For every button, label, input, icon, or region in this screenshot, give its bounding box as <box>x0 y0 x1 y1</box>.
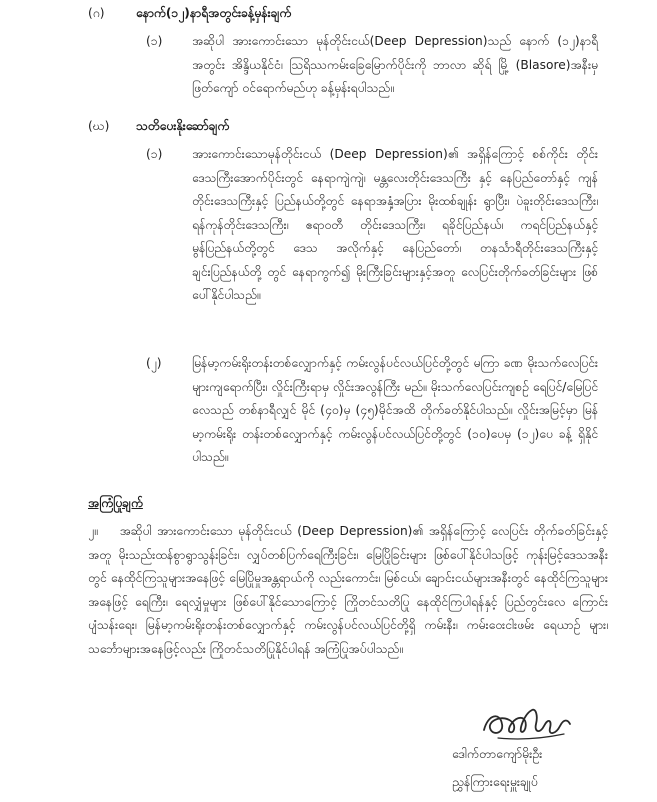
advice-text: အဆိုပါ အားကောင်းသော မုန်တိုင်းငယ် (Deep Depression)၏ အရှိန်ကြောင့် လေပြင်း တိုက်ခတ်ခြင်းနှင့်အတူ မိုးသည်းထန်စွာရွာသွန်းခြင်း၊ လျှပ်တစ်ပြက်ရေကြီးခြင်း၊ မြေပြိုခြင်းများ ဖြစ်ပေါ်နိုင်ပါသဖြင့် ကုန်းမြင့်ဒေသအနီးတွင် နေထိုင်ကြသူများအနေဖြင့် မြေပြိုမှုအန္တရာယ်ကို လည်းကောင်း၊ မြစ်ငယ်၊ ချောင်းငယ်များအနီးတွင် နေထိုင်ကြသူများအနေဖြင့် ရေကြီး၊ ရေလျှံမှုများ ဖြစ်ပေါ်နိုင်သောကြောင့် ကြိုတင်သတိပြု နေထိုင်ကြပါရန်နှင့် ပြည်တွင်းလေ ကြောင်းပျံသန်းရေး၊ မြန်မာ့ကမ်းရိုးတန်းတစ်လျှောက်နှင့် ကမ်းလွန်ပင်လယ်ပြင်တို့ရှိ ကမ်းနီး၊ ကမ်းဝေးငါးဖမ်း ရေယာဉ် များ၊ သင်္ဘောများအနေဖြင့်လည်း ကြိုတင်သတိပြုနိုင်ပါရန် အကြံပြုအပ်ပါသည်။ <box>88 524 609 656</box>
warning-item-2-text: မြန်မာ့ကမ်းရိုးတန်းတစ်လျှောက်နှင့် ကမ်းလွန်ပင်လယ်ပြင်တို့တွင် မကြာ ခဏ မိုးသက်လေပြင်းများကျရောက်ပြီး၊ လှိုင်းကြီးရာမှ လှိုင်းအလွန်ကြီး မည်။ မိုးသက်လေပြင်းကျစဉ် ရေပြင်/မြေပြင်လေသည် တစ်နာရီလျှင် မိုင် (၄၀)မှ (၄၅)မိုင်အထိ တိုက်ခတ်နိုင်ပါသည်။ လှိုင်းအမြင့်မှာ မြန်မာ့ကမ်းရိုး တန်းတစ်လျှောက်နှင့် ကမ်းလွန်ပင်လယ်ပြင်တို့တွင် (၁၀)ပေမှ (၁၂)ပေ ခန့် ရှိနိုင်ပါသည်။ <box>192 356 598 464</box>
forecast-item-1-number: (၁) <box>146 34 163 48</box>
warning-section-heading: သတိပေးနိုးဆော်ချက် <box>136 119 230 133</box>
warning-item-1-text: အားကောင်းသောမုန်တိုင်းငယ် (Deep Depression)၏ အရှိန်ကြောင့် စစ်ကိုင်း တိုင်းဒေသကြီးအောက်ပိုင်းတွင် နေရာကျဲကျဲ၊ မန္တလေးတိုင်းဒေသကြီး နှင့် နေပြည်တော်နှင့် ကျန်တိုင်းဒေသကြီးနှင့် ပြည်နယ်တို့တွင် နေရာအနှံ့အပြား မိုးထစ်ချုန်း ရွာပြီး၊ ပဲခူးတိုင်းဒေသကြီး၊ ရန်ကုန်တိုင်းဒေသကြီး၊ ဧရာဝတီ တိုင်းဒေသကြီး၊ ရခိုင်ပြည်နယ်၊ ကရင်ပြည်နယ်နှင့် မွန်ပြည်နယ်တို့တွင် ဒေသ အလိုက်နှင့် နေပြည်တော်၊ တနင်္သာရီတိုင်းဒေသကြီးနှင့် ချင်းပြည်နယ်တို့ တွင် နေရာကွက်၍ မိုးကြီးခြင်းများနှင့်အတူ လေပြင်းတိုက်ခတ်ခြင်းများ ဖြစ်ပေါ်နိုင်ပါသည်။ <box>192 147 598 302</box>
forecast-item-1-text: အဆိုပါ အားကောင်းသော မုန်တိုင်းငယ်(Deep Depression)သည် နောက် (၁၂)နာရီအတွင်း အိန္ဒိယနိုင်ငံ၊ သြရိဿကမ်းခြေမြောက်ပိုင်းကို ဘာလာ ဆိုရ် မြို့ (Blasore)အနီးမှ ဖြတ်ကျော် ဝင်ရောက်မည်ဟု ခန့်မှန်းရပါသည်။ <box>192 34 598 95</box>
handwritten-signature <box>478 700 574 744</box>
forecast-section-heading: နောက်(၁၂)နာရီအတွင်းခန့်မှန်းချက် <box>136 6 292 20</box>
signatory-name: ဒေါက်တာကျော်မိုးဦး <box>452 746 543 761</box>
warning-item-2-number: (၂) <box>146 356 162 370</box>
warning-section-marker: (ဃ) <box>88 119 110 133</box>
advice-number: ၂။ <box>88 524 98 538</box>
warning-item-1-number: (၁) <box>146 147 163 161</box>
advice-paragraph <box>88 520 608 661</box>
forecast-section-marker: (ဂ) <box>88 6 105 20</box>
signatory-title: ညွှန်ကြားရေးမှူးချုပ် <box>452 774 538 789</box>
advice-section-heading: အကြံပြုချက် <box>88 496 143 510</box>
